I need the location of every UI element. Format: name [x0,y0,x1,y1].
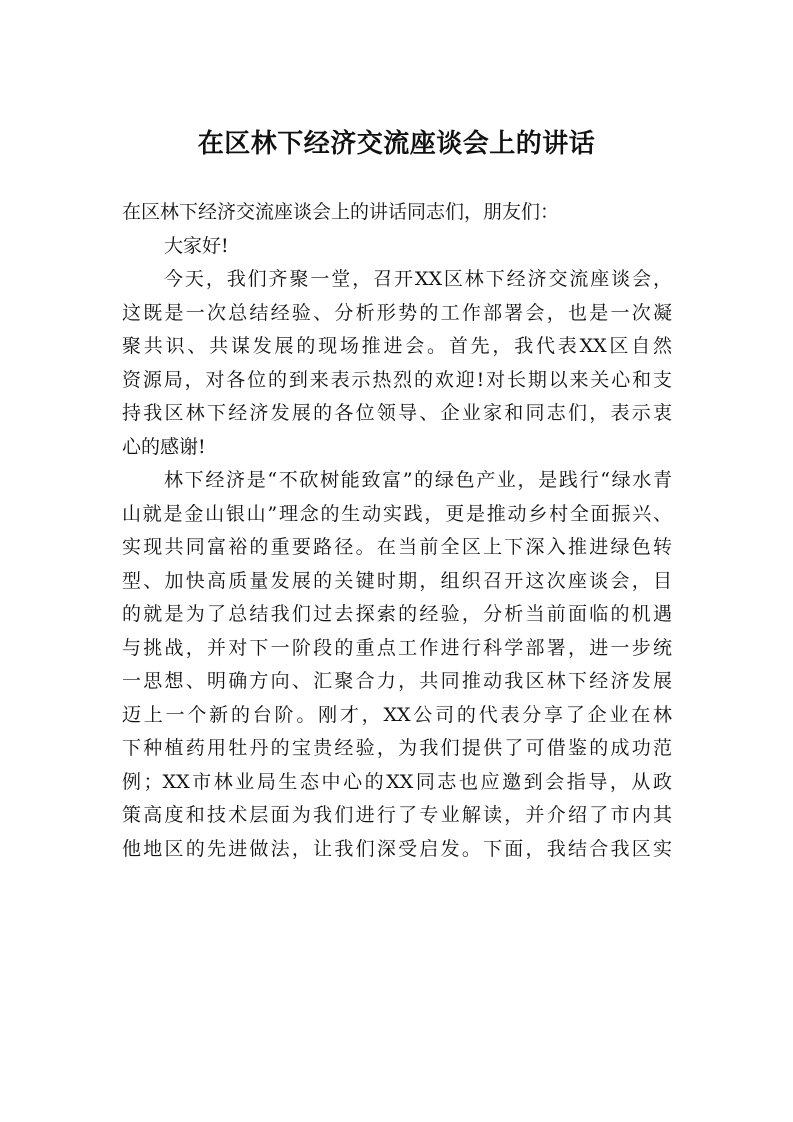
text-line: 策高度和技术层面为我们进行了专业解读，并介绍了市内其 [122,804,672,826]
text-line: 一思想、明确方向、汇聚合力，共同推动我区林下经济发展 [122,670,672,692]
document-body [122,196,672,866]
text-line: 迈上一个新的台阶。刚才，XX公司的代表分享了企业在林 [122,703,672,726]
text-line: 林下经济是“不砍树能致富”的绿色产业，是践行“绿水青 [164,469,672,491]
text-line: 心的感谢! [122,435,206,458]
text-line: 在区林下经济交流座谈会上的讲话同志们，朋友们： [122,201,560,223]
text-line: 与挑战，并对下一阶段的重点工作进行科学部署，进一步统 [122,636,672,659]
text-line: 今天，我们齐聚一堂，召开XX区林下经济交流座谈会， [164,268,672,290]
text-line: 山就是金山银山”理念的生动实践，更是推动乡村全面振兴、 [122,502,672,525]
text-line: 他地区的先进做法，让我们深受启发。下面，我结合我区实 [122,837,672,860]
document-title: 在区林下经济交流座谈会上的讲话 [197,129,596,159]
text-line: 实现共同富裕的重要路径。在当前全区上下深入推进绿色转 [122,536,672,558]
text-line: 聚共识、共谋发展的现场推进会。首先，我代表XX区自然 [122,335,672,357]
text-line: 大家好! [164,234,229,257]
text-line: 下种植药用牡丹的宝贵经验，为我们提供了可借鉴的成功范 [122,737,672,759]
text-line: 的就是为了总结我们过去探索的经验，分析当前面临的机遇 [122,603,672,625]
text-line: 这既是一次总结经验、分析形势的工作部署会，也是一次凝 [122,301,672,324]
text-line: 持我区林下经济发展的各位领导、企业家和同志们，表示衷 [122,402,672,424]
text-line: 型、加快高质量发展的关键时期，组织召开这次座谈会，目 [122,569,672,592]
text-line: 资源局，对各位的到来表示热烈的欢迎!对长期以来关心和支 [122,368,672,391]
text-line: 例；XX市林业局生态中心的XX同志也应邀到会指导，从政 [122,770,672,793]
